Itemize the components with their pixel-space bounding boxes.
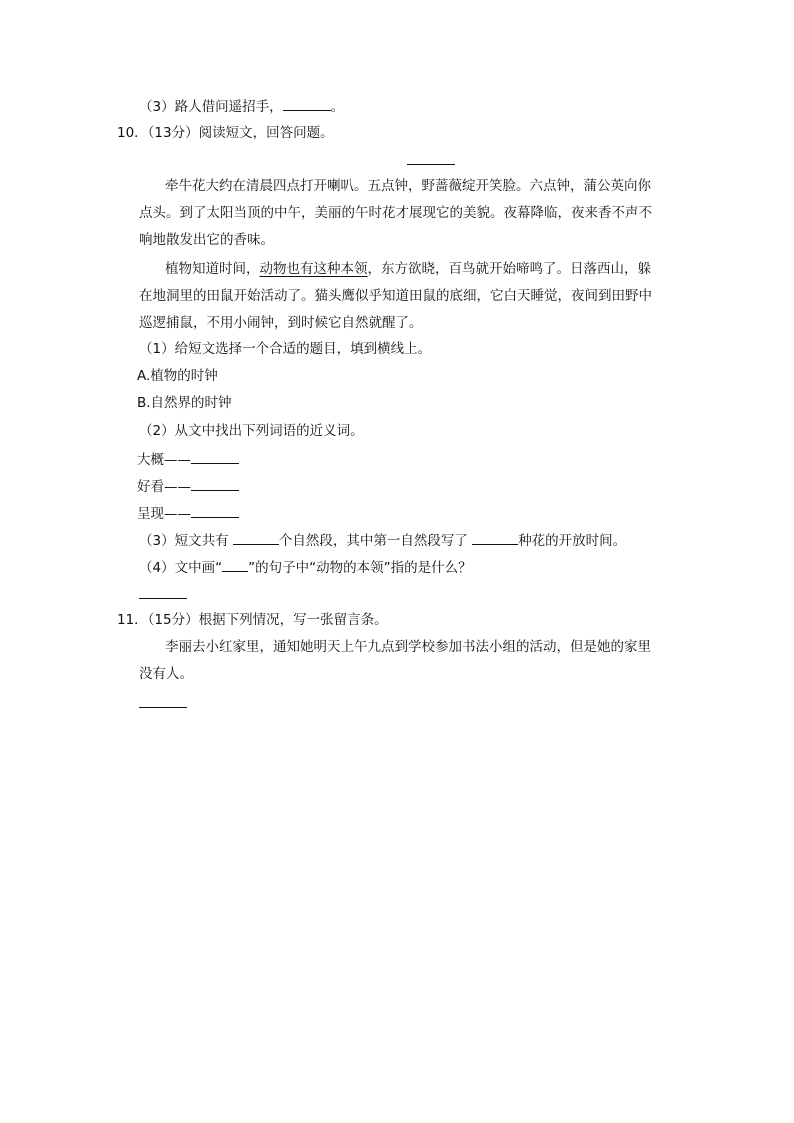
option-a: A.植物的时钟 bbox=[137, 368, 218, 384]
passage-p2-line2: 在地洞里的田鼠开始活动了。猫头鹰似乎知道田鼠的底细，它白天睡觉，夜间到田野中 bbox=[139, 288, 652, 304]
underline-marker-blank bbox=[222, 557, 248, 572]
synonym-row-2 bbox=[137, 476, 239, 497]
synonym-row-1 bbox=[137, 449, 239, 470]
sub4-text-a: （4）文中画“ bbox=[139, 560, 223, 576]
answer-blank[interactable] bbox=[233, 530, 279, 545]
synonym-row-3 bbox=[137, 503, 239, 524]
answer-blank[interactable] bbox=[283, 96, 331, 111]
sub-question-1: （1）给短文选择一个合适的题目，填到横线上。 bbox=[139, 341, 432, 357]
prev-item-3 bbox=[139, 96, 344, 117]
passage-p1-line2: 点头。到了太阳当顶的中午，美丽的午时花才展现它的美貌。夜幕降临，夜来香不声不 bbox=[139, 205, 652, 221]
sub-question-4 bbox=[139, 557, 472, 578]
prev-item-3-suffix: 。 bbox=[330, 99, 345, 115]
answer-blank[interactable] bbox=[472, 530, 518, 545]
title-blank[interactable] bbox=[407, 164, 455, 165]
sub4-text-b: ”的句子中“动物的本领”指的是什么？ bbox=[248, 560, 472, 576]
passage-p2-text-a: 植物知道时间， bbox=[165, 261, 260, 277]
passage-p2-line3: 巡逻捕鼠，不用小闹钟，到时候它自然就醒了。 bbox=[139, 315, 423, 331]
q11-line2: 没有人。 bbox=[139, 666, 193, 682]
answer-line[interactable] bbox=[139, 707, 187, 708]
synonym-word: 大概—— bbox=[137, 452, 191, 468]
underlined-sentence: 动物也有这种本领 bbox=[259, 261, 368, 277]
sub-question-2: （2）从文中找出下列词语的近义词。 bbox=[139, 423, 364, 439]
passage-p2-line1 bbox=[165, 259, 651, 279]
sub3-text-b: 个自然段，其中第一自然段写了 bbox=[278, 533, 473, 549]
question-10-header: 10．（13分）阅读短文，回答问题。 bbox=[117, 125, 334, 141]
q11-line1: 李丽去小红家里，通知她明天上午九点到学校参加书法小组的活动，但是她的家里 bbox=[165, 639, 651, 655]
synonym-word: 呈现—— bbox=[137, 506, 191, 522]
sub3-text-a: （3）短文共有 bbox=[139, 533, 233, 549]
prev-item-3-text: （3）路人借问遥招手， bbox=[139, 99, 283, 115]
passage-p1-line1: 牵牛花大约在清晨四点打开喇叭。五点钟，野蔷薇绽开笑脸。六点钟，蒲公英向你 bbox=[165, 178, 651, 194]
answer-blank[interactable] bbox=[191, 476, 239, 491]
sub3-text-c: 种花的开放时间。 bbox=[518, 533, 627, 549]
question-11-header: 11．（15分）根据下列情况，写一张留言条。 bbox=[117, 612, 388, 628]
option-b: B.自然界的时钟 bbox=[137, 395, 232, 411]
answer-blank[interactable] bbox=[191, 503, 239, 518]
synonym-word: 好看—— bbox=[137, 479, 191, 495]
answer-line[interactable] bbox=[139, 598, 187, 599]
sub-question-3 bbox=[139, 530, 626, 551]
passage-p2-text-b: ，东方欲晓，百鸟就开始啼鸣了。日落西山，躲 bbox=[367, 261, 651, 277]
passage-p1-line3: 响地散发出它的香味。 bbox=[139, 232, 274, 248]
answer-blank[interactable] bbox=[191, 449, 239, 464]
